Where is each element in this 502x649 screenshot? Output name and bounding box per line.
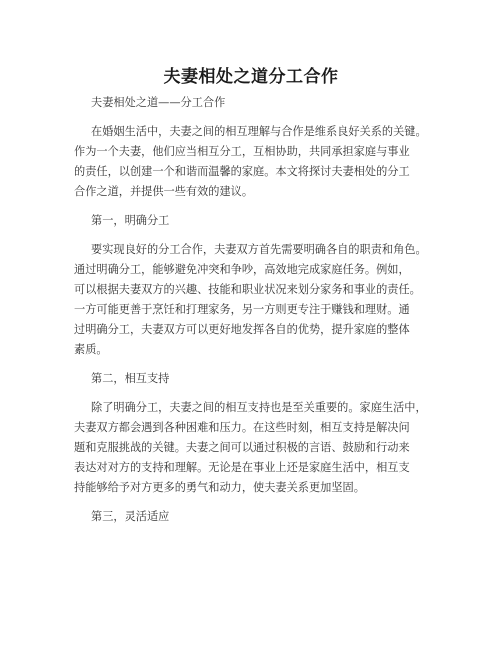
paragraph-line: 要实现良好的分工合作，夫妻双方首先需要明确各自的职责和角色。 [91,243,427,256]
section-heading: 第一，明确分工 [91,214,170,227]
section-heading: 第二，相互支持 [91,372,170,385]
paragraph-line: 题和克服挑战的关键。夫妻之间可以通过积极的言语、鼓励和行动来 [74,441,410,454]
document-subtitle: 夫妻相处之道——分工合作 [91,96,226,109]
section-heading: 第三，灵活适应 [91,510,170,523]
paragraph-line: 除了明确分工，夫妻之间的相互支持也是至关重要的。家庭生活中， [91,401,427,414]
paragraph-line: 的责任，以创建一个和谐而温馨的家庭。本文将探讨夫妻相处的分工 [74,165,410,178]
paragraph-line: 可以根据夫妻双方的兴趣、技能和职业状况来划分家务和事业的责任。 [74,283,421,296]
paragraph-line: 通过明确分工，能够避免冲突和争吵，高效地完成家庭任务。例如， [74,263,410,276]
document-title: 夫妻相处之道分工合作 [163,67,339,87]
paragraph-line: 作为一个夫妻，他们应当相互分工，互相协助，共同承担家庭与事业 [74,145,410,158]
paragraph-line: 持能够给予对方更多的勇气和动力，使夫妻关系更加坚固。 [74,481,365,494]
paragraph-line: 一方可能更善于烹饪和打理家务，另一方则更专注于赚钱和理财。通 [74,303,410,316]
paragraph-line: 夫妻双方都会遇到各种困难和压力。在这些时刻，相互支持是解决问 [74,421,410,434]
paragraph-line: 表达对对方的支持和理解。无论是在事业上还是家庭生活中，相互支 [74,461,410,474]
paragraph-line: 合作之道，并提供一些有效的建议。 [74,185,254,198]
paragraph-line: 过明确分工，夫妻双方可以更好地发挥各自的优势，提升家庭的整体 [74,323,410,336]
paragraph-line: 在婚姻生活中，夫妻之间的相互理解与合作是维系良好关系的关键。 [91,125,427,138]
paragraph-line: 素质。 [74,343,108,356]
